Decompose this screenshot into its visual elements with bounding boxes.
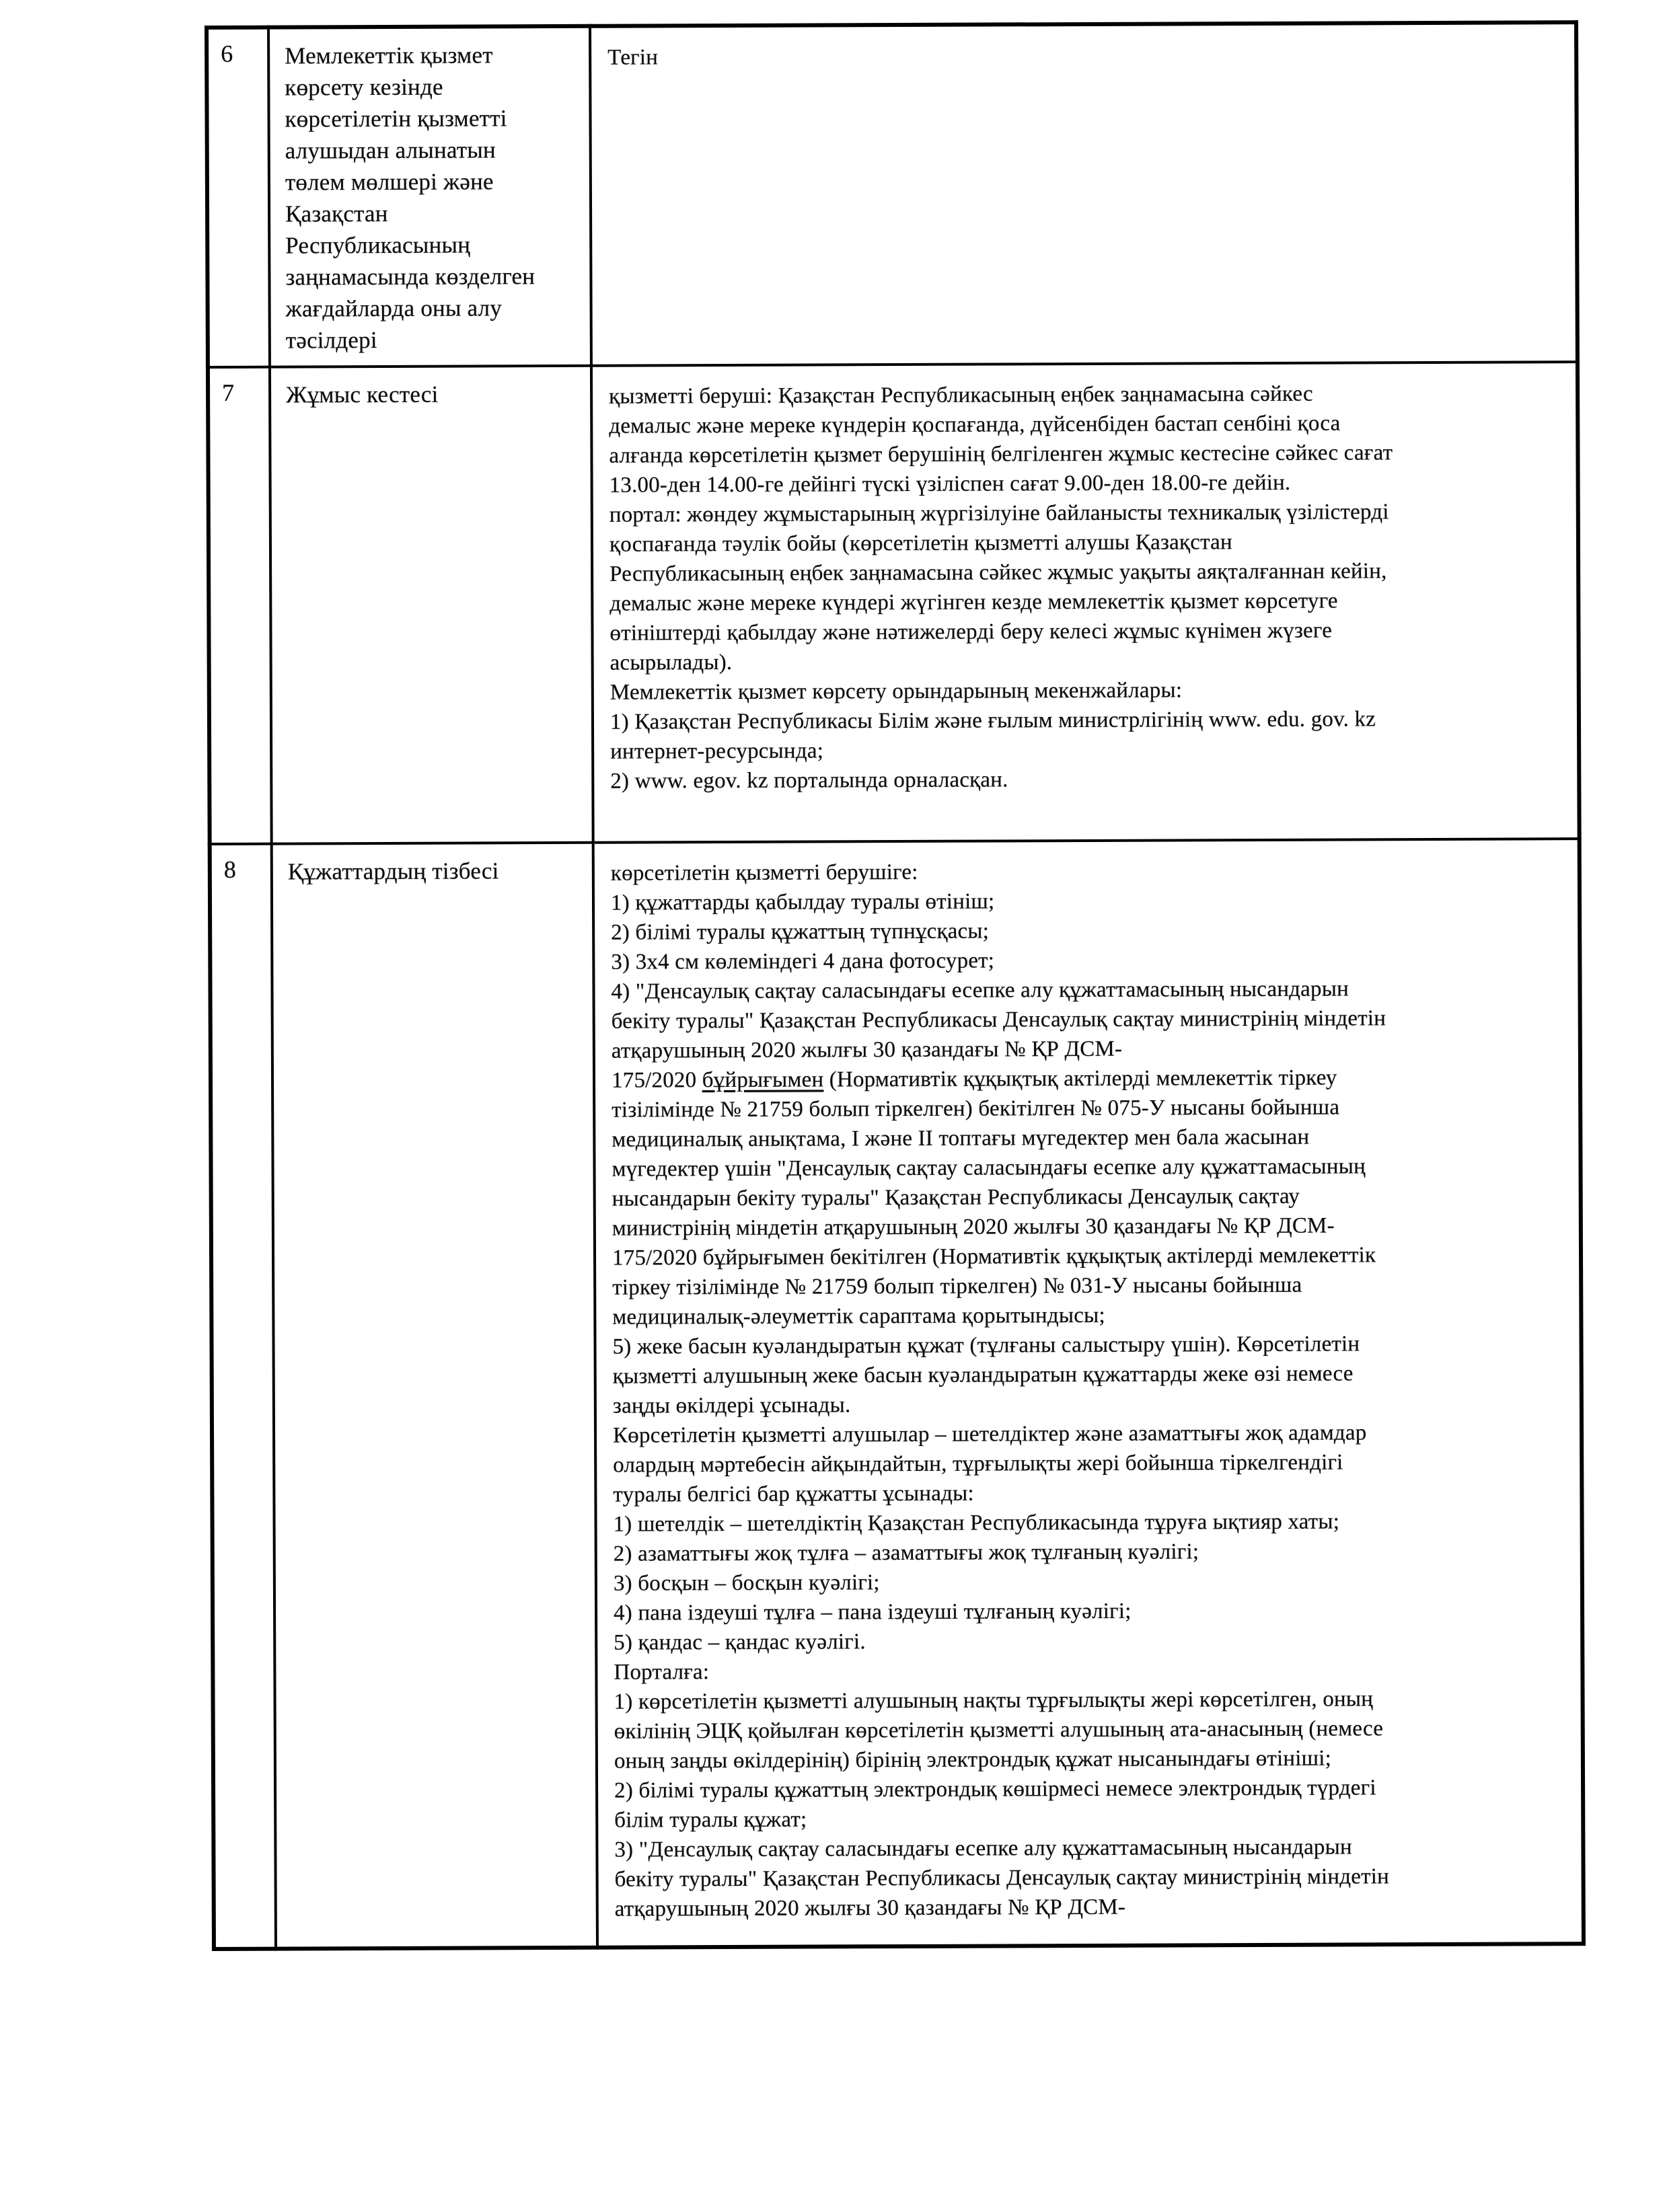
row-6-label-cell [268, 26, 591, 367]
row-6-label: Мемлекеттік қызмет көрсету кезінде көрсетілетін қызметті алушыдан алынатын төлем мөлшері және Қазақстан Республикасының заңнамасында көзделген жағдайларда оны алу тәсілдері [285, 42, 535, 354]
table-row-7 [208, 362, 1580, 844]
table-row-6 [207, 22, 1578, 367]
row-7-label: Жұмыс кестесі [286, 381, 439, 408]
row-6-content-cell [590, 22, 1578, 366]
row-6-number: 6 [221, 40, 233, 67]
row-8-content: көрсетілетін қызметті берушіге: 1) құжаттарды қабылдау туралы өтініш; 2) білімі туралы құжаттың түпнұсқасы; 3) 3х4 см көлеміндегі 4 дана фотосурет; 4) "Денсаулық сақтау саласындағы есепке алу құжаттамасының нысандарын бекіту туралы" Қазақстан Республикасы Денсаулық сақтау министрінің міндетін атқарушының 2020 жылғы 30 қазандағы № ҚР ДСМ- 175/2020 бұйрығымен (Нормативтік құқықтық актілерді мемлекеттік тіркеу тізілімінде № 21759 болып тіркелген) бекітілген № 075-У нысаны бойынша медициналық анықтама, I және II топтағы мүгедектер мен бала жасынан мүгедектер үшін "Денсаулық сақтау саласындағы есепке алу құжаттамасының нысандарын бекіту туралы" Қазақстан Республикасы Денсаулық сақтау министрінің міндетін атқарушының 2020 жылғы 30 қазандағы № ҚР ДСМ- 175/2020 бұйрығымен бекітілген (Нормативтік құқықтық актілерді мемлекеттік тіркеу тізілімінде № 21759 болып тіркелген) № 031-У нысаны бойынша медициналық-әлеуметтік сараптама қорытындысы; 5) жеке басын куәландыратын құжат (тұлғаны салыстыру үшін). Көрсетілетін қызметті алушының жеке басын куәландыратын құжаттарды жеке өзі немесе заңды өкілдері ұсынады. Көрсетілетін қызметті алушылар – шетелдіктер және азаматтығы жоқ адамдар олардың мәртебесін айқындайтын, тұрғылықты жері бойынша тіркелгендігі туралы белгісі бар құжатты ұсынады: 1) шетелдік – шетелдіктің Қазақстан Республикасында тұруға ықтияр хаты; 2) азаматтығы жоқ тұлға – азаматтығы жоқ тұлғаның куәлігі; 3) босқын – босқын куәлігі; 4) пана іздеуші тұлға – пана іздеуші тұлғаның куәлігі; 5) қандас – қандас куәлігі. Порталға: 1) көрсетілетін қызметті алушының нақты тұрғылықты жері көрсетілген, оның өкілінің ЭЦҚ қойылған көрсетілетін қызметті алушының ата-анасының (немесе оның заңды өкілдерінің) бірінің электрондық құжат нысанындағы өтініші; 2) білімі туралы құжаттың электрондық көшірмесі немесе электрондық түрдегі білім туралы құжат; 3) "Денсаулық сақтау саласындағы есепке алу құжаттамасының нысандарын бекіту туралы" Қазақстан Республикасы Денсаулық сақтау министрінің міндетін атқарушының 2020 жылғы 30 қазандағы № ҚР ДСМ- [610, 860, 1390, 1921]
row-8-content-cell [593, 839, 1584, 1948]
row-7-label-cell [270, 366, 593, 844]
row-6-content: Тегін [607, 45, 659, 70]
row-7-number: 7 [222, 379, 235, 406]
row-8-label: Құжаттардың тізбесі [287, 857, 499, 885]
row-8-number-cell [210, 844, 276, 1949]
row-6-number-cell [207, 28, 270, 367]
row-8-number: 8 [223, 855, 237, 883]
row-7-content: қызметті беруші: Қазақстан Республикасының еңбек заңнамасына сәйкес демалыс және мереке күндерін қоспағанда, дүйсенбіден бастап сенбіні қоса алғанда көрсетілетін қызмет берушінің белгіленген жұмыс кестесіне сәйкес сағат 13.00-ден 14.00-ге дейінгі түскі үзіліспен сағат 9.00-ден 18.00-ге дейін. портал: жөндеу жұмыстарының жүргізілуіне байланысты техникалық үзілістерді қоспағанда тәулік бойы (көрсетілетін қызметті алушы Қазақстан Республикасының еңбек заңнамасына сәйкес жұмыс уақыты аяқталғаннан кейін, демалыс және мереке күндері жүгінген кезде мемлекеттік қызмет көрсетуге өтініштерді қабылдау және нәтижелерді беру келесі жұмыс күнімен жүзеге асырылады). Мемлекеттік қызмет көрсету орындарының мекенжайлары: 1) Қазақстан Республикасы Білім және ғылым министрлігінің www. edu. gov. kz интернет-ресурсында; 2) www. egov. kz порталында орналасқан. [609, 381, 1393, 794]
table-row-8 [210, 839, 1584, 1949]
government-service-standard-table [205, 20, 1586, 1951]
row-7-content-cell [591, 362, 1580, 843]
row-7-number-cell [208, 367, 272, 844]
row-8-label-cell [272, 843, 597, 1949]
